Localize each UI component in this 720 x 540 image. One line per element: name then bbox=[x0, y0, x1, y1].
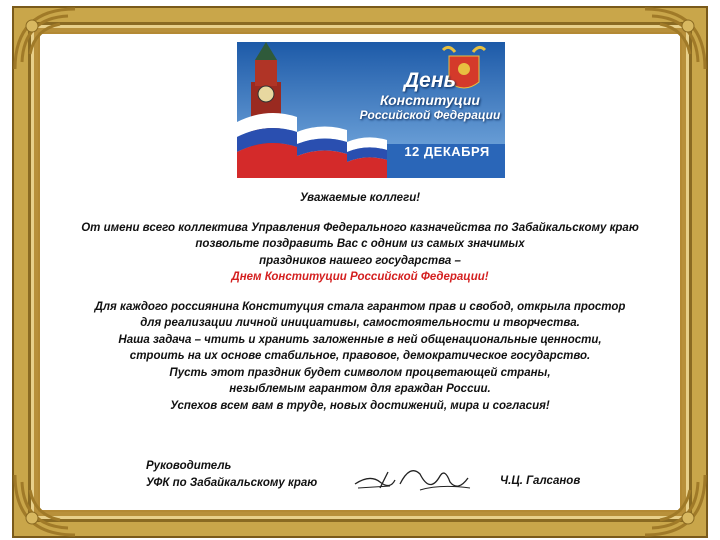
letter-line: строить на их основе стабильное, правовое, демократическое государство. bbox=[129, 350, 591, 362]
frame-corner-ornament bbox=[640, 470, 710, 540]
handwritten-signature bbox=[350, 454, 475, 498]
letter-line: праздников нашего государства – bbox=[259, 254, 461, 267]
constitution-day-banner bbox=[237, 42, 505, 178]
banner-title bbox=[355, 70, 505, 122]
letter-line: Успехов всем вам в труде, новых достижений, мира и согласия! bbox=[170, 399, 550, 412]
letter-highlight: Днем Конституции Российской Федерации! bbox=[231, 271, 489, 283]
letter-line: Для каждого россиянина Конституция стала гарантом прав и свобод, открыла простор bbox=[94, 300, 626, 313]
frame-corner-ornament bbox=[640, 4, 710, 74]
banner-title-line: Российской Федерации bbox=[359, 108, 501, 122]
letter-line: для реализации личной инициативы, самостоятельности и творчества. bbox=[140, 317, 580, 329]
letter-line: От имени всего коллектива Управления Федерального казначейства по Забайкальскому краю bbox=[81, 221, 639, 234]
letter-line: Пусть этот праздник будет символом процветающей страны, bbox=[169, 366, 551, 379]
banner-title-line: День bbox=[404, 69, 456, 92]
banner-title-line: Конституции bbox=[380, 92, 480, 108]
signer-position-line: УФК по Забайкальскому краю bbox=[146, 477, 318, 489]
signer-position-line: Руководитель bbox=[146, 460, 232, 472]
frame-corner-ornament bbox=[10, 470, 80, 540]
letter-line: позвольте поздравить Вас с одним из самых значимых bbox=[195, 238, 525, 250]
frame-corner-ornament bbox=[10, 4, 80, 74]
signer-name: Ч.Ц. Галсанов bbox=[500, 475, 581, 487]
letter-greeting: Уважаемые коллеги! bbox=[299, 192, 421, 204]
letter-line: незыблемым гарантом для граждан России. bbox=[229, 383, 491, 395]
banner-date: 12 ДЕКАБРЯ bbox=[404, 144, 490, 159]
greeting-letter bbox=[60, 190, 660, 414]
letter-line: Наша задача – чтить и хранить заложенные в ней общенациональные ценности, bbox=[118, 333, 602, 346]
signer-position bbox=[146, 458, 317, 492]
